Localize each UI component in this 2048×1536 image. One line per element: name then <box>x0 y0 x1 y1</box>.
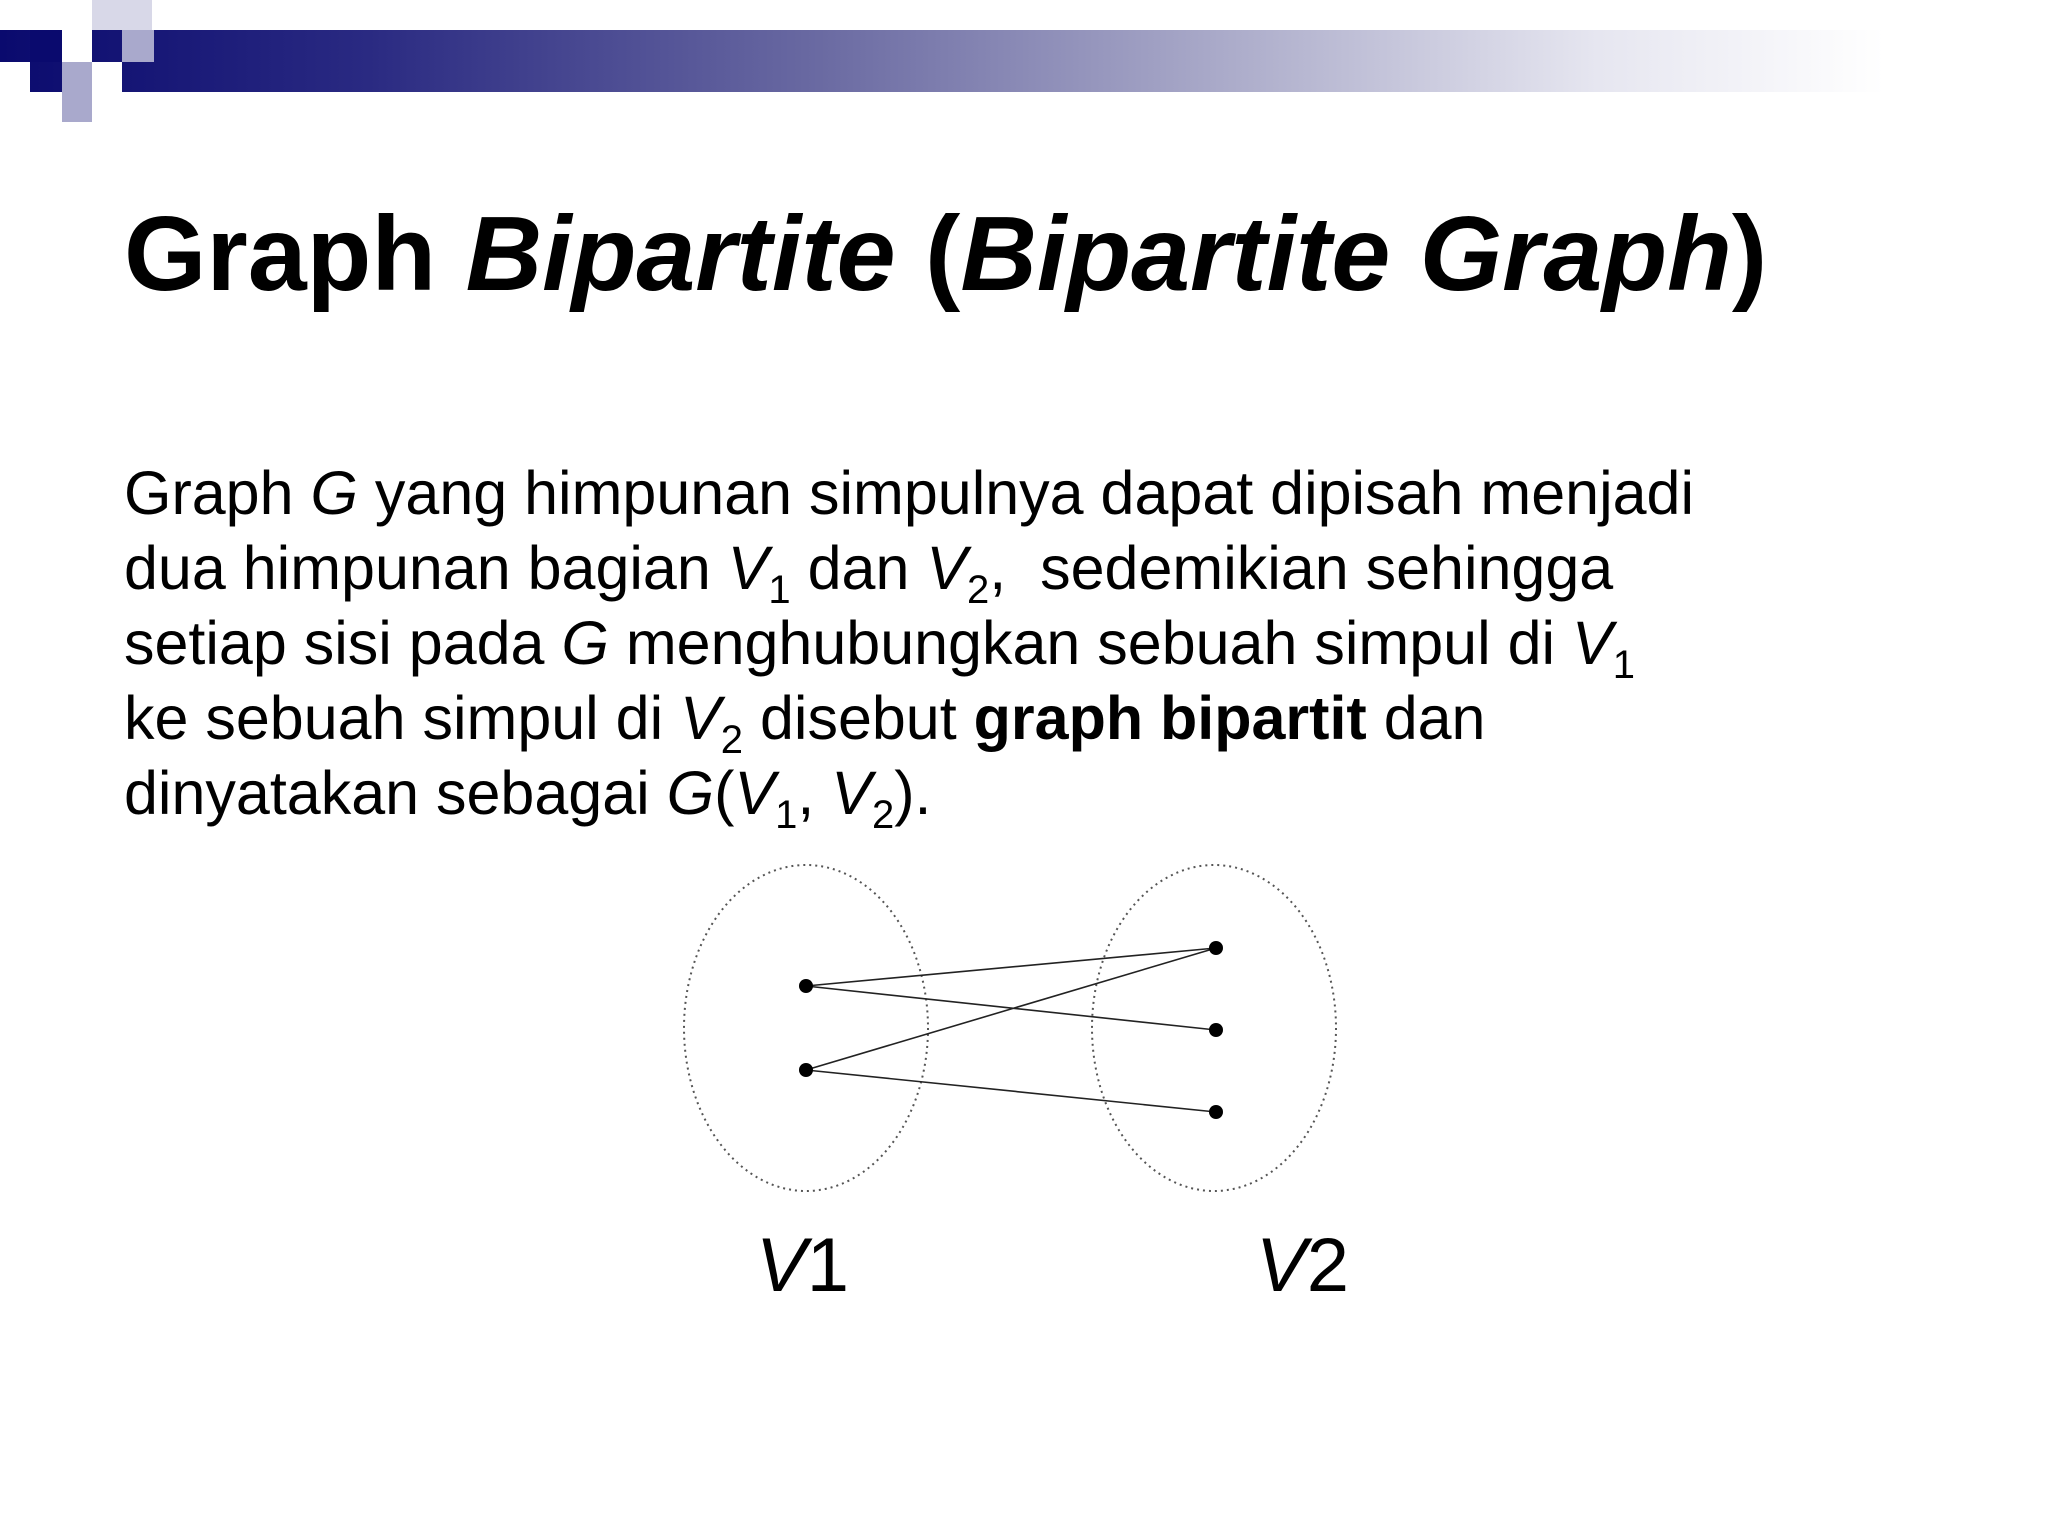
definition-paragraph: Graph G yang himpunan simpulnya dapat dipisah menjadi dua himpunan bagian $V_1$ dan $V_2$, sedemikian sehingga setiap sisi pada G menghubungkan sebuah simpul di $V_1$ ke sebuah simpul di $V_2$ disebut graph bipartit dan dinyatakan sebagai $G(V_1$, $V_2$). <box>124 459 1695 837</box>
title-paren: ) <box>1731 195 1768 313</box>
title-word-bipartite: Bipartite <box>465 195 896 313</box>
title-word-graph: Graph <box>124 195 437 313</box>
vertex-v2-c <box>1209 1105 1223 1119</box>
vertex-v2-a <box>1209 941 1223 955</box>
vertex-v1-b <box>799 1063 813 1077</box>
vertex-v2-b <box>1209 1023 1223 1037</box>
title-english-term: Bipartite Graph <box>960 195 1732 313</box>
set-label-v2: V2 <box>1256 1223 1349 1308</box>
vertex-v1-a <box>799 979 813 993</box>
term-graph-bipartit: graph bipartit <box>973 684 1367 752</box>
set-label-v1: V1 <box>756 1223 849 1308</box>
edge <box>806 1070 1216 1112</box>
set-v1-ellipse <box>684 865 928 1191</box>
edge <box>806 986 1216 1030</box>
title-paren: ( <box>925 195 961 313</box>
